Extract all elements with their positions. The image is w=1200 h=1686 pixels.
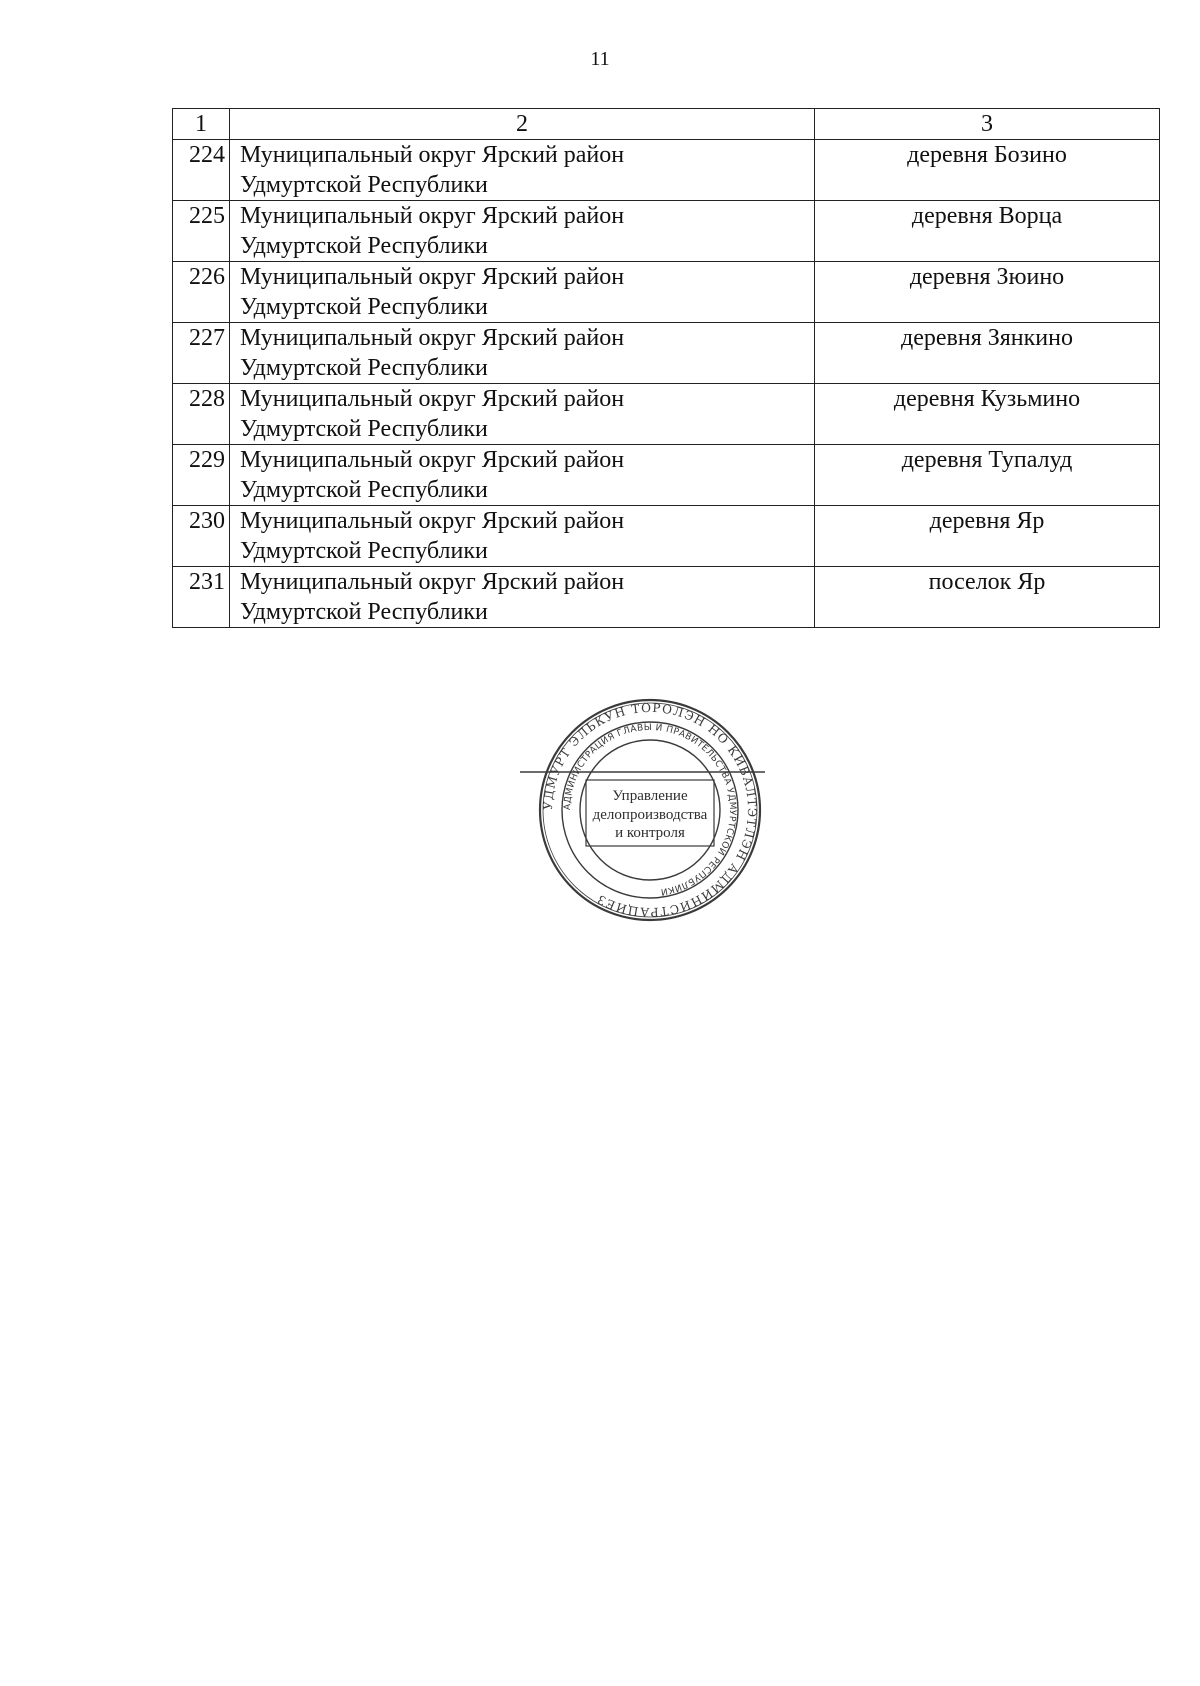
- seal-center-line-1: Управление: [612, 788, 688, 804]
- republic-name: Удмуртской Республики: [240, 172, 488, 198]
- official-seal-icon: [520, 692, 780, 922]
- header-row: [173, 109, 1160, 140]
- municipality-cell: [230, 506, 815, 567]
- municipality-name: Муниципальный округ Ярский район: [240, 447, 625, 473]
- municipality-name: Муниципальный округ Ярский район: [240, 325, 625, 351]
- seal-inner-text: АДМИНИСТРАЦИЯ ГЛАВЫ И ПРАВИТЕЛЬСТВА УДМУРТСКОЙ РЕСПУБЛИКИ: [562, 722, 738, 897]
- seal-outer-text: УДМУРТ ЭЛЬКУН ТОРОЛЭН НО КИВАЛТЭТЛЭН АДМИНИСТРАЦИЕЗ: [540, 700, 760, 920]
- municipality-name: Муниципальный округ Ярский район: [240, 569, 625, 595]
- row-number: 227: [173, 323, 230, 384]
- settlement-name: деревня Кузьмино: [815, 384, 1160, 445]
- settlements-table: [172, 108, 1160, 628]
- republic-name: Удмуртской Республики: [240, 355, 488, 381]
- row-number: 230: [173, 506, 230, 567]
- column-header-2: 2: [230, 109, 815, 140]
- municipality-cell: [230, 384, 815, 445]
- seal-center-line-2: делопроизводства: [592, 807, 708, 823]
- settlement-name: деревня Зянкино: [815, 323, 1160, 384]
- settlement-name: деревня Яр: [815, 506, 1160, 567]
- municipality-name: Муниципальный округ Ярский район: [240, 142, 625, 168]
- row-number: 226: [173, 262, 230, 323]
- republic-name: Удмуртской Республики: [240, 416, 488, 442]
- table-row: [173, 445, 1160, 506]
- republic-name: Удмуртской Республики: [240, 599, 488, 625]
- municipality-cell: [230, 567, 815, 628]
- table-row: [173, 506, 1160, 567]
- table-body: [173, 140, 1160, 628]
- settlement-name: деревня Ворца: [815, 201, 1160, 262]
- settlement-name: поселок Яр: [815, 567, 1160, 628]
- republic-name: Удмуртской Республики: [240, 477, 488, 503]
- column-header-3: 3: [815, 109, 1160, 140]
- municipality-cell: [230, 323, 815, 384]
- table-row: [173, 323, 1160, 384]
- row-number: 229: [173, 445, 230, 506]
- seal-center-line-3: и контроля: [615, 825, 685, 841]
- municipality-cell: [230, 201, 815, 262]
- page-number: 11: [590, 48, 610, 70]
- table-row: [173, 201, 1160, 262]
- row-number: 231: [173, 567, 230, 628]
- settlement-name: деревня Тупалуд: [815, 445, 1160, 506]
- table-row: [173, 262, 1160, 323]
- republic-name: Удмуртской Республики: [240, 294, 488, 320]
- table-row: [173, 567, 1160, 628]
- table-row: [173, 140, 1160, 201]
- municipality-cell: [230, 445, 815, 506]
- municipality-name: Муниципальный округ Ярский район: [240, 203, 625, 229]
- settlement-name: деревня Зюино: [815, 262, 1160, 323]
- row-number: 225: [173, 201, 230, 262]
- republic-name: Удмуртской Республики: [240, 233, 488, 259]
- republic-name: Удмуртской Республики: [240, 538, 488, 564]
- table-row: [173, 384, 1160, 445]
- municipality-name: Муниципальный округ Ярский район: [240, 508, 625, 534]
- municipality-cell: [230, 262, 815, 323]
- settlement-name: деревня Бозино: [815, 140, 1160, 201]
- row-number: 224: [173, 140, 230, 201]
- municipality-cell: [230, 140, 815, 201]
- column-header-1: 1: [173, 109, 230, 140]
- row-number: 228: [173, 384, 230, 445]
- municipality-name: Муниципальный округ Ярский район: [240, 386, 625, 412]
- table-header: [173, 109, 1160, 140]
- municipality-name: Муниципальный округ Ярский район: [240, 264, 625, 290]
